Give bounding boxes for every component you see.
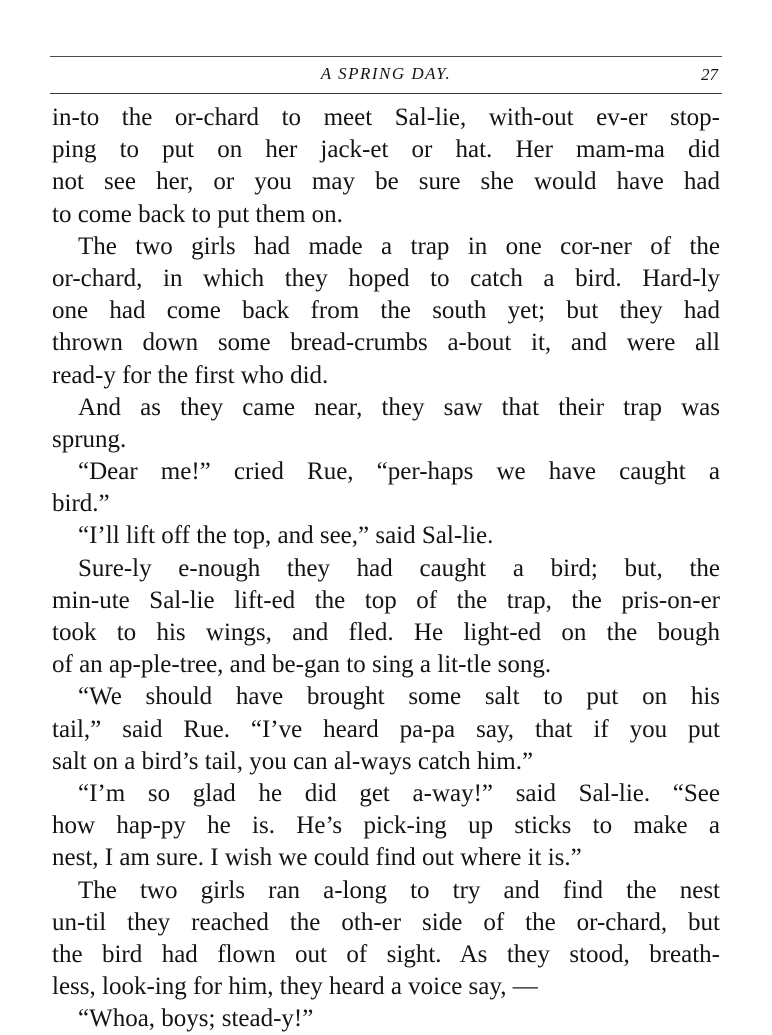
text-line: un-til they reached the oth-er side of the or-chard, but <box>52 908 720 936</box>
page-title: A SPRING DAY. <box>320 64 452 83</box>
page-number: 27 <box>701 65 718 84</box>
text-line: thrown down some bread-crumbs a-bout it, and were all <box>52 329 720 357</box>
text-line: “I’ll lift off the top, and see,” said Sal-lie. <box>78 522 494 550</box>
text-line: not see her, or you may be sure she would have had <box>52 168 720 196</box>
text-line: less, look-ing for him, they heard a voice say, — <box>52 973 538 1001</box>
text-line: sprung. <box>52 425 127 453</box>
text-line: “Whoa, boys; stead-y!” <box>78 1005 314 1033</box>
text-line: tail,” said Rue. “I’ve heard pa-pa say, that if you put <box>52 715 720 743</box>
text-line: And as they came near, they saw that their trap was <box>78 393 720 421</box>
text-line: took to his wings, and fled. He light-ed on the bough <box>52 619 720 646</box>
text-line: to come back to put them on. <box>52 200 343 228</box>
text-line: The two girls had made a trap in one cor-ner of the <box>78 232 720 260</box>
running-head <box>50 57 722 94</box>
text-line: or-chard, in which they hoped to catch a bird. Hard-ly <box>52 264 720 292</box>
text-line: min-ute Sal-lie lift-ed the top of the trap, the pris-on-er <box>52 586 720 614</box>
text-line: of an ap-ple-tree, and be-gan to sing a lit-tle song. <box>52 651 552 679</box>
text-line: “I’m so glad he did get a-way!” said Sal-lie. “See <box>78 779 720 807</box>
text-line: one had come back from the south yet; but they had <box>52 297 720 325</box>
text-line: in-to the or-chard to meet Sal-lie, with-out ev-er stop- <box>52 104 720 131</box>
text-line: “Dear me!” cried Rue, “per-haps we have caught a <box>78 458 720 486</box>
text-line: ping to put on her jack-et or hat. Her mam-ma did <box>52 136 720 164</box>
text-line: the bird had flown out of sight. As they stood, breath- <box>52 940 720 968</box>
body-text <box>52 102 720 1035</box>
text-line: how hap-py he is. He’s pick-ing up sticks to make a <box>52 812 720 840</box>
text-line: salt on a bird’s tail, you can al-ways catch him.” <box>52 747 534 775</box>
text-line: “We should have brought some salt to put on his <box>78 683 720 711</box>
text-line: bird.” <box>52 490 110 518</box>
text-line: The two girls ran a-long to try and find the nest <box>78 876 720 904</box>
text-line: read-y for the first who did. <box>52 361 329 389</box>
text-line: nest, I am sure. I wish we could find out where it is.” <box>52 844 582 872</box>
text-line: Sure-ly e-nough they had caught a bird; but, the <box>78 554 720 582</box>
